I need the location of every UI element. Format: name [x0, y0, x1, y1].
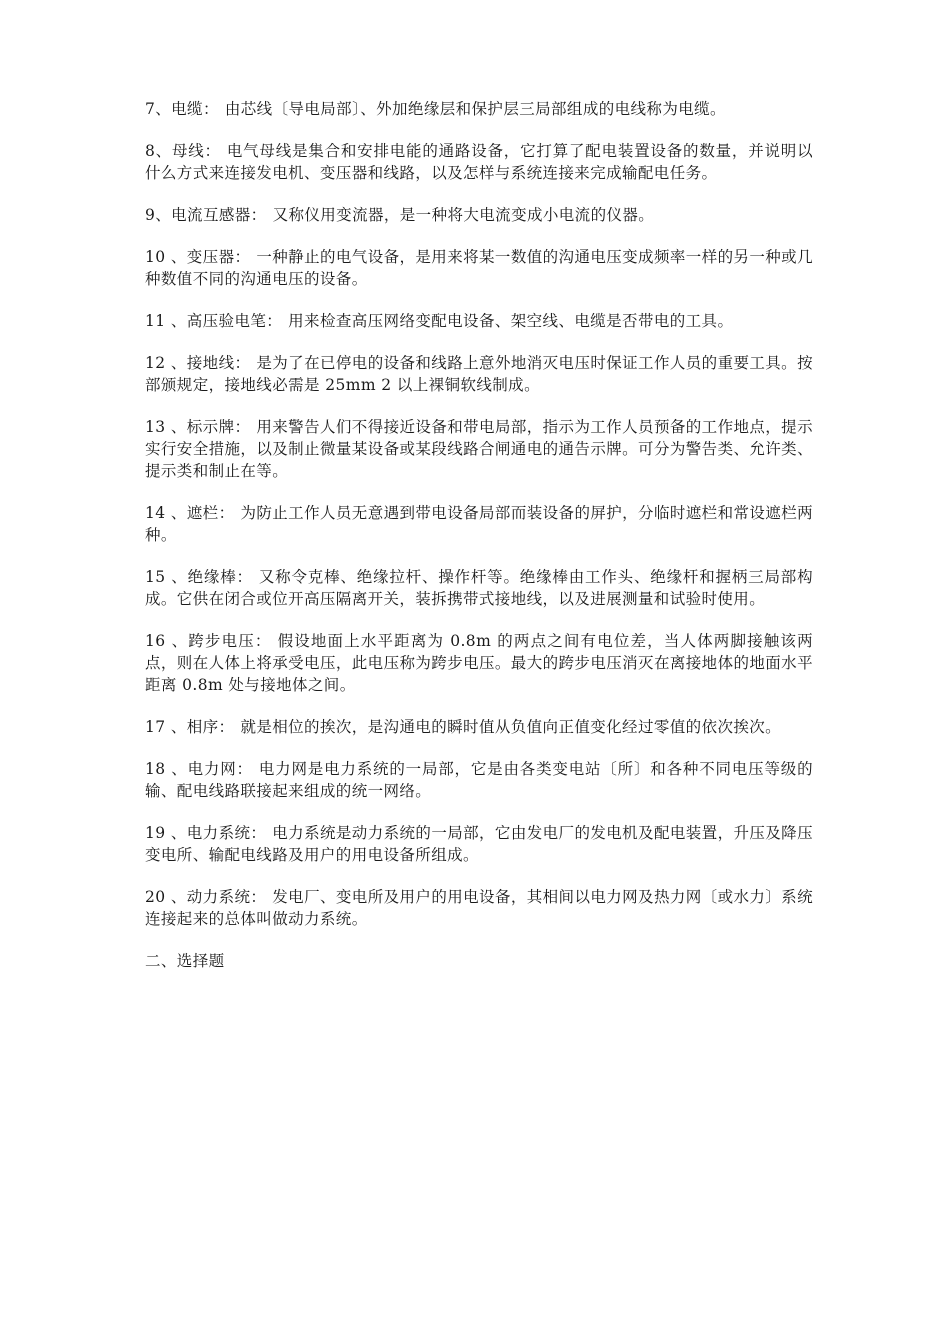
definition-entry	[145, 310, 813, 332]
definition-term: 9、电流互感器：	[145, 206, 267, 224]
definition-entry	[145, 352, 813, 396]
definition-entry	[145, 566, 813, 610]
section-heading: 二、选择题	[145, 952, 225, 970]
document-page	[145, 98, 813, 972]
definition-text: 由芯线〔导电局部〕、外加绝缘层和保护层三局部组成的电线称为电缆。	[224, 100, 726, 118]
definition-text: 就是相位的挨次，是沟通电的瞬时值从负值向正值变化经过零值的依次挨次。	[240, 718, 782, 736]
definition-text: 用来警告人们不得接近设备和带电局部，指示为工作人员预备的工作地点，提示实行安全措施，以及制止微量某设备或某段线路合闸通电的通告示牌。可分为警告类、允许类、提示类和制止在等。	[145, 418, 813, 480]
definition-term: 10 、变压器：	[145, 248, 251, 266]
definition-entry	[145, 758, 813, 802]
definition-text: 发电厂、变电所及用户的用电设备，其相间以电力网及热力网〔或水力〕系统连接起来的总体叫做动力系统。	[145, 888, 813, 928]
definition-text: 是为了在已停电的设备和线路上意外地消灭电压时保证工作人员的重要工具。按部颁规定，接地线必需是 25mm 2 以上裸铜软线制成。	[145, 354, 813, 394]
definition-entry	[145, 502, 813, 546]
definition-term: 17 、相序：	[145, 718, 235, 736]
definition-entry	[145, 716, 813, 738]
definition-entry	[145, 140, 813, 184]
definition-entry	[145, 416, 813, 482]
definition-text: 又称令克棒、绝缘拉杆、操作杆等。绝缘棒由工作头、绝缘杆和握柄三局部构成。它供在闭合或位开高压隔离开关，装拆携带式接地线，以及进展测量和试验时使用。	[145, 568, 813, 608]
definition-term: 16 、跨步电压：	[145, 632, 272, 650]
definition-text: 又称仪用变流器，是一种将大电流变成小电流的仪器。	[272, 206, 655, 224]
definition-term: 13 、标示牌：	[145, 418, 251, 436]
definition-list	[145, 98, 813, 930]
definition-entry	[145, 98, 813, 120]
definition-term: 18 、电力网：	[145, 760, 253, 778]
definition-text: 为防止工作人员无意遇到带电设备局部而装设备的屏护，分临时遮栏和常设遮栏两种。	[145, 504, 813, 544]
definition-text: 一种静止的电气设备，是用来将某一数值的沟通电压变成频率一样的另一种或几种数值不同的沟通电压的设备。	[145, 248, 813, 288]
definition-text: 用来检查高压网络变配电设备、架空线、电缆是否带电的工具。	[288, 312, 734, 330]
definition-term: 8、母线：	[145, 142, 221, 160]
definition-term: 15 、绝缘棒：	[145, 568, 253, 586]
definition-text: 电力网是电力系统的一局部，它是由各类变电站〔所〕和各种不同电压等级的输、配电线路联接起来组成的统一网络。	[145, 760, 813, 800]
definition-term: 7、电缆：	[145, 100, 219, 118]
definition-entry	[145, 822, 813, 866]
definition-term: 14 、遮栏：	[145, 504, 235, 522]
definition-text: 电气母线是集合和安排电能的通路设备，它打算了配电装置设备的数量，并说明以什么方式来连接发电机、变压器和线路，以及怎样与系统连接来完成输配电任务。	[145, 142, 813, 182]
definition-term: 12 、接地线：	[145, 354, 251, 372]
definition-term: 20 、动力系统：	[145, 888, 267, 906]
definition-text: 电力系统是动力系统的一局部，它由发电厂的发电机及配电装置，升压及降压变电所、输配电线路及用户的用电设备所组成。	[145, 824, 813, 864]
definition-entry	[145, 886, 813, 930]
definition-term: 19 、电力系统：	[145, 824, 267, 842]
definition-entry	[145, 246, 813, 290]
definition-entry	[145, 204, 813, 226]
definition-entry	[145, 630, 813, 696]
definition-text: 假设地面上水平距离为 0.8m 的两点之间有电位差，当人体两脚接触该两点，则在人体上将承受电压，此电压称为跨步电压。最大的跨步电压消灭在离接地体的地面水平距离 0.8m 处与接地体之间。	[145, 632, 813, 694]
definition-term: 11 、高压验电笔：	[145, 312, 283, 330]
